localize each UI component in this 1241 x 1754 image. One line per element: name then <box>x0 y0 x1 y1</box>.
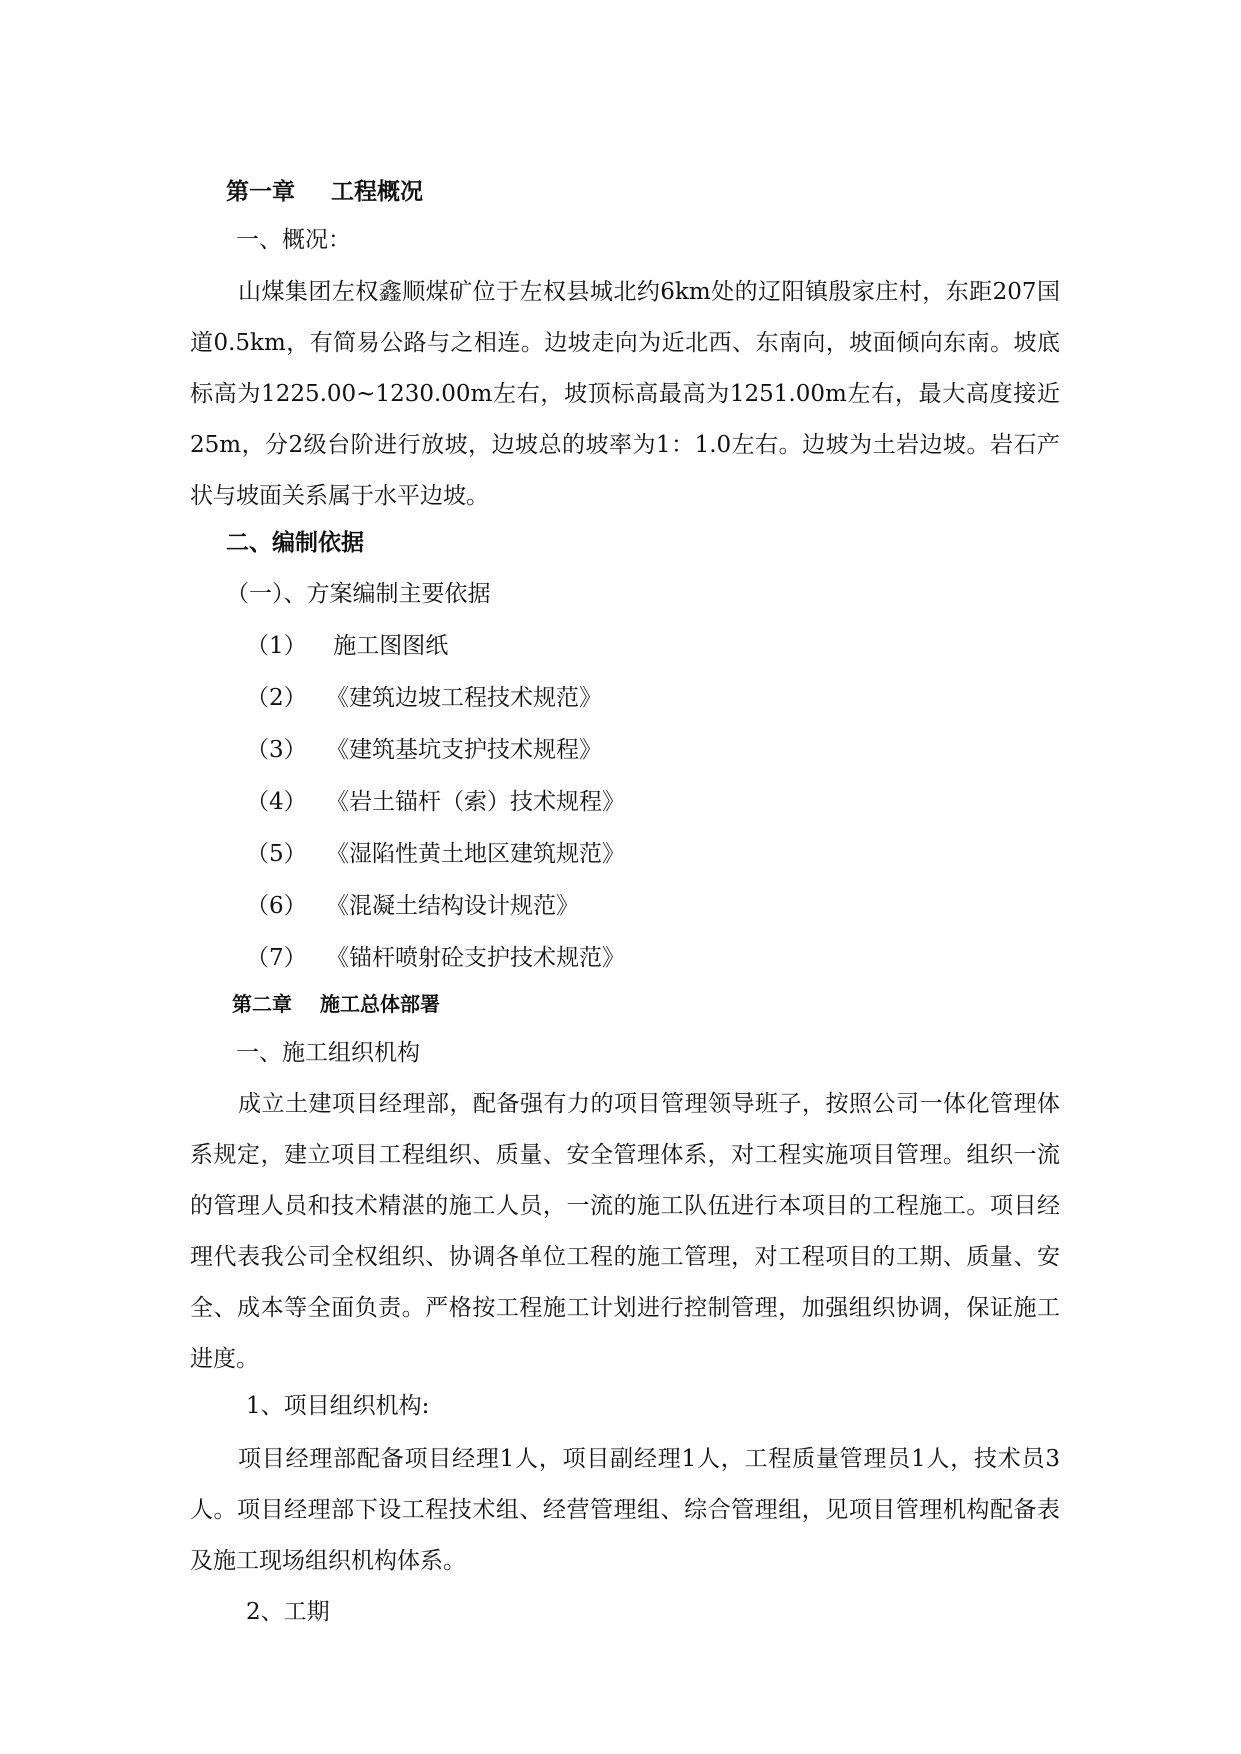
basis-item-6 <box>246 891 579 921</box>
chapter1-title: 工程概况 <box>331 179 423 205</box>
chapter2-label: 第二章 <box>232 992 292 1016</box>
schedule-heading: 2、工期 <box>246 1599 330 1625</box>
chapter1-heading <box>226 177 423 207</box>
basis-item-number: （3） <box>246 737 307 763</box>
basis-item-text: 《岩土锚杆（索）技术规程》 <box>326 789 625 815</box>
chapter1-label: 第一章 <box>226 179 295 205</box>
basis-item-text: 施工图图纸 <box>326 633 449 659</box>
basis-item-4 <box>246 787 625 817</box>
chapter2-heading <box>232 989 440 1019</box>
organization-paragraph: 成立土建项目经理部，配备强有力的项目管理领导班子，按照公司一体化管理体系规定，建立项目工程组织、质量、安全管理体系，对工程实施项目管理。组织一流的管理人员和技术精湛的施工人员，一流的施工队伍进行本项目的工程施工。项目经理代表我公司全权组织、协调各单位工程的施工管理，对工程项目的工期、质量、安全、成本等全面负责。严格按工程施工计划进行控制管理，加强组织协调，保证施工进度。 <box>190 1091 1060 1372</box>
chapter2-title: 施工总体部署 <box>320 992 440 1016</box>
overview-paragraph: 山煤集团左权鑫顺煤矿位于左权县城北约6km处的辽阳镇殷家庄村，东距207国道0.5km，有简易公路与之相连。边坡走向为近北西、东南向，坡面倾向东南。坡底标高为1225.00~1230.00m左右，坡顶标高最高为1251.00m左右，最大高度接近25m，分2级台阶进行放坡，边坡总的坡率为1：1.0左右。边坡为土岩边坡。岩石产状与坡面关系属于水平边坡。 <box>190 279 1060 509</box>
basis-item-number: （7） <box>246 945 307 971</box>
basis-item-text: 《建筑边坡工程技术规范》 <box>326 685 602 711</box>
basis-item-text: 《建筑基坑支护技术规程》 <box>326 737 602 763</box>
basis-item-number: （2） <box>246 685 307 711</box>
basis-item-text: 《湿陷性黄土地区建筑规范》 <box>326 841 625 867</box>
basis-item-1 <box>246 631 448 661</box>
basis-item-text: 《混凝土结构设计规范》 <box>326 893 579 919</box>
basis-item-7 <box>246 943 625 973</box>
basis-item-number: （1） <box>246 633 307 659</box>
project-organization-heading: 1、项目组织机构: <box>246 1393 430 1419</box>
basis-item-number: （6） <box>246 893 307 919</box>
basis-item-2 <box>246 683 602 713</box>
basis-item-number: （4） <box>246 789 307 815</box>
basis-subheading: （一）、方案编制主要依据 <box>226 581 491 607</box>
section-overview-heading: 一、概况： <box>236 227 351 253</box>
basis-item-number: （5） <box>246 841 307 867</box>
basis-item-3 <box>246 735 602 765</box>
section-basis-heading: 二、编制依据 <box>226 530 364 556</box>
basis-item-5 <box>246 839 625 869</box>
section-organization-heading: 一、施工组织机构 <box>236 1040 420 1066</box>
basis-item-text: 《锚杆喷射砼支护技术规范》 <box>326 945 625 971</box>
project-organization-paragraph: 项目经理部配备项目经理1人，项目副经理1人，工程质量管理员1人，技术员3人。项目经理部下设工程技术组、经营管理组、综合管理组，见项目管理机构配备表及施工现场组织机构体系。 <box>190 1446 1060 1574</box>
